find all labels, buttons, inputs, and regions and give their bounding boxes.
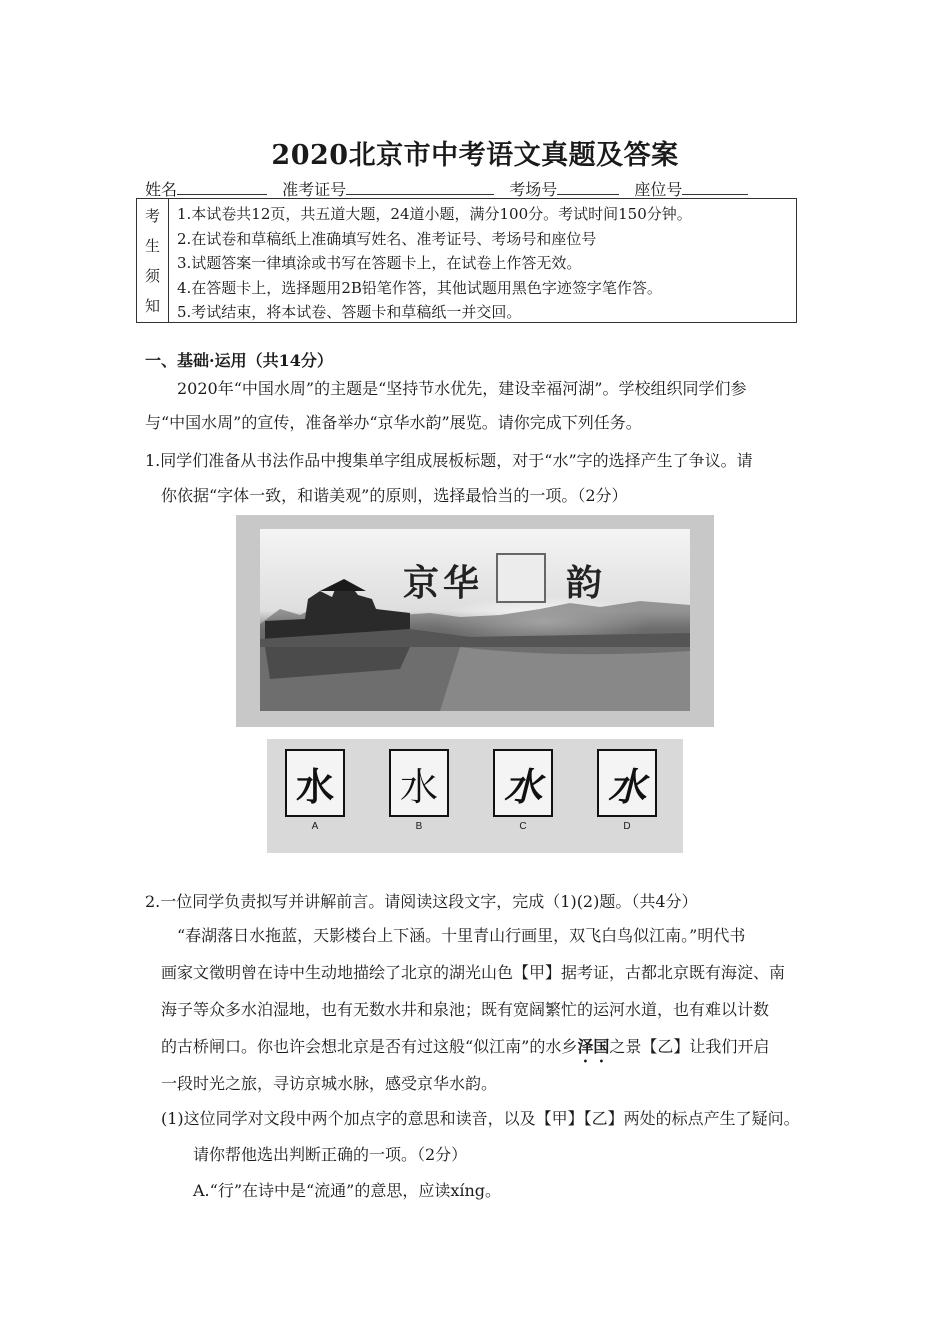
option-d[interactable] <box>597 749 657 835</box>
q2-passage-line-4c: 之景【乙】让我们开启 <box>609 1037 770 1056</box>
room-label: 考场号 <box>509 180 558 199</box>
notice-side-char: 考 <box>144 207 160 226</box>
q2-sub1-line-1: (1)这位同学对文段中两个加点字的意思和读音，以及【甲】【乙】两处的标点产生了疑问。 <box>161 1109 800 1128</box>
q2-sub1-line-2: 请你帮他选出判断正确的一项。（2分） <box>193 1145 468 1164</box>
option-c[interactable] <box>493 749 553 835</box>
q2-passage-line-3: 海子等众多水泊湿地，也有无数水井和泉池；既有宽阔繁忙的运河水道，也有难以计数 <box>161 1000 770 1019</box>
notice-item: 3.试题答案一律填涂或书写在答题卡上，在试卷上作答无效。 <box>177 254 582 272</box>
dotted-word: 泽国 <box>577 1037 610 1056</box>
banner-empty-box <box>496 553 546 603</box>
banner-photo <box>260 529 690 711</box>
q2-line-1: 2.一位同学负责拟写并讲解前言。请阅读这段文字，完成（1)(2)题。（共4分） <box>145 892 698 911</box>
intro-line-2: 与“中国水周”的宣传，准备举办“京华水韵”展览。请你完成下列任务。 <box>145 413 642 432</box>
notice-item: 5.考试结束，将本试卷、答题卡和草稿纸一并交回。 <box>177 303 522 321</box>
option-char: 水 <box>285 749 345 817</box>
exam-id-label: 准考证号 <box>282 180 347 199</box>
notice-side-char: 生 <box>144 237 160 256</box>
option-b[interactable] <box>389 749 449 835</box>
room-blank[interactable] <box>557 180 619 195</box>
intro-line-1: 2020年“中国水周”的主题是“坚持节水优先，建设幸福河湖”。学校组织同学们参 <box>177 379 747 398</box>
seat-blank[interactable] <box>682 180 748 195</box>
notice-item: 1.本试卷共12页，共五道大题，24道小题，满分100分。考试时间150分钟。 <box>177 205 692 223</box>
page-title: 2020北京市中考语文真题及答案 <box>271 140 679 171</box>
notice-item: 4.在答题卡上，选择题用2B铅笔作答，其他试题用黑色字迹签字笔作答。 <box>177 278 662 297</box>
q2-passage-line-4a: 的古桥闸口。你也许会想北京是否有过这般“似江南”的水乡 <box>161 1037 578 1056</box>
option-label: C <box>519 821 527 832</box>
q2-option-a: A.“行”在诗中是“流通”的意思，应读xíng。 <box>193 1181 502 1200</box>
notice-items <box>177 202 792 325</box>
q2-passage-line-4 <box>161 1036 769 1066</box>
q2-passage-line-1: “春湖落日水拖蓝，天影楼台上下涵。十里青山行画里，双飞白鸟似江南。”明代书 <box>177 926 746 945</box>
option-char: 水 <box>597 749 657 817</box>
q1-line-2: 你依据“字体一致，和谐美观”的原则，选择最恰当的一项。（2分） <box>161 486 628 505</box>
calligraphy-options <box>267 739 683 853</box>
option-char: 水 <box>493 749 553 817</box>
notice-item: 2.在试卷和草稿纸上准确填写姓名、准考证号、考场号和座位号 <box>177 229 597 248</box>
q1-line-1: 1.同学们准备从书法作品中搜集单字组成展板标题，对于“水”字的选择产生了争议。请 <box>145 451 753 470</box>
candidate-info-line <box>145 177 805 200</box>
option-a[interactable] <box>285 749 345 835</box>
name-label: 姓名 <box>145 180 178 199</box>
option-label: B <box>415 821 423 832</box>
q2-passage-line-5: 一段时光之旅，寻访京城水脉，感受京华水韵。 <box>161 1074 498 1093</box>
notice-side-label <box>137 199 169 322</box>
banner-title-right: 韵 <box>566 563 603 604</box>
banner-title-left: 京华 <box>403 563 484 604</box>
q2-passage-line-2: 画家文徵明曾在诗中生动地描绘了北京的湖光山色【甲】据考证，古都北京既有海淀、南 <box>161 963 786 982</box>
notice-side-char: 须 <box>144 266 160 285</box>
option-label: A <box>311 821 319 832</box>
candidate-notice-box <box>136 198 797 323</box>
seat-label: 座位号 <box>634 180 683 199</box>
exhibition-banner-image <box>236 515 714 727</box>
section-heading: 一、基础·运用（共14分） <box>145 351 333 370</box>
notice-side-char: 知 <box>144 296 160 315</box>
option-char: 水 <box>389 749 449 817</box>
name-blank[interactable] <box>177 180 267 195</box>
exam-id-blank[interactable] <box>346 180 494 195</box>
option-label: D <box>623 821 631 832</box>
